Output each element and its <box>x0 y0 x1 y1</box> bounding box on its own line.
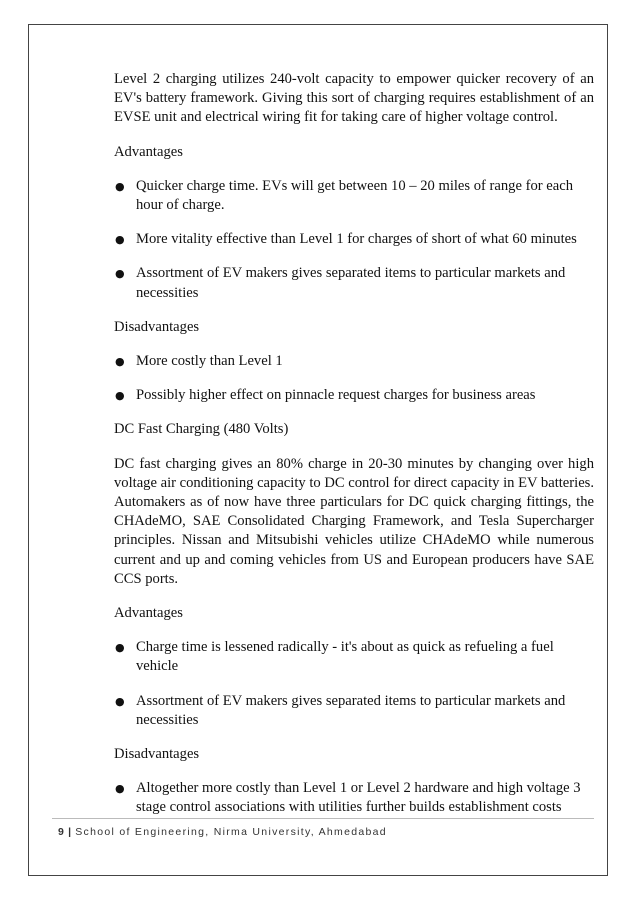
dc-paragraph: DC fast charging gives an 80% charge in 20-30 minutes by changing over high voltage air conditioning capacity to DC control for direct capacity in EV batteries. Automakers as of now have three particulars for DC quick charging fittings, the CHAdeMO, SAE Consolidated Charging Framework, and Tesla Supercharger principles. Nissan and Mitsubishi vehicles utilize CHAdeMO while numerous current and up and coming vehicles from US and European producers have SAE CCS ports. <box>114 455 594 587</box>
dc-disadvantages-heading: Disadvantages <box>114 746 200 763</box>
footer-divider <box>52 818 594 819</box>
list-item: ● Altogether more costly than Level 1 or Level 2 hardware and high voltage 3 stage control associations with utilities further builds establishment costs <box>115 780 581 816</box>
bullet-icon: ● <box>115 355 125 369</box>
list-item: ● More costly than Level 1 <box>114 352 594 371</box>
page-footer <box>58 826 387 838</box>
bullet-icon: ● <box>115 179 125 193</box>
bullet-icon: ● <box>115 694 125 708</box>
dc-advantages-heading: Advantages <box>114 605 183 622</box>
dc-advantages-list <box>114 638 594 730</box>
intro-paragraph: Level 2 charging utilizes 240-volt capacity to empower quicker recovery of an EV's battery framework. Giving this sort of charging requires establishment of an EVSE unit and electrical wiring fit for taking care of higher voltage control. <box>114 71 594 126</box>
footer-separator: | <box>68 826 72 838</box>
dc-fast-charging-heading: DC Fast Charging (480 Volts) <box>114 421 289 438</box>
bullet-icon: ● <box>115 782 125 796</box>
level2-disadvantages-heading: Disadvantages <box>114 318 200 335</box>
list-item: ● Possibly higher effect on pinnacle request charges for business areas <box>114 386 594 405</box>
page-number: 9 <box>58 826 64 838</box>
list-item: ● More vitality effective than Level 1 for charges of short of what 60 minutes <box>114 230 594 249</box>
list-item: ● Charge time is lessened radically - it's about as quick as refueling a fuel vehicle <box>115 639 554 675</box>
list-item: ● Quicker charge time. EVs will get between 10 – 20 miles of range for each hour of charge. <box>115 177 573 214</box>
level2-advantages-list <box>114 177 594 303</box>
document-body <box>114 70 594 833</box>
dc-disadvantages-list <box>114 779 594 817</box>
bullet-icon: ● <box>115 267 125 281</box>
bullet-icon: ● <box>115 641 125 655</box>
list-item: ● Assortment of EV makers gives separated items to particular markets and necessities <box>115 265 566 301</box>
footer-text: School of Engineering, Nirma University, Ahmedabad <box>75 826 387 838</box>
bullet-icon: ● <box>115 389 125 403</box>
level2-disadvantages-list <box>114 352 594 405</box>
level2-advantages-heading: Advantages <box>114 143 183 160</box>
bullet-icon: ● <box>115 233 125 247</box>
list-item: ● Assortment of EV makers gives separated items to particular markets and necessities <box>115 692 566 728</box>
